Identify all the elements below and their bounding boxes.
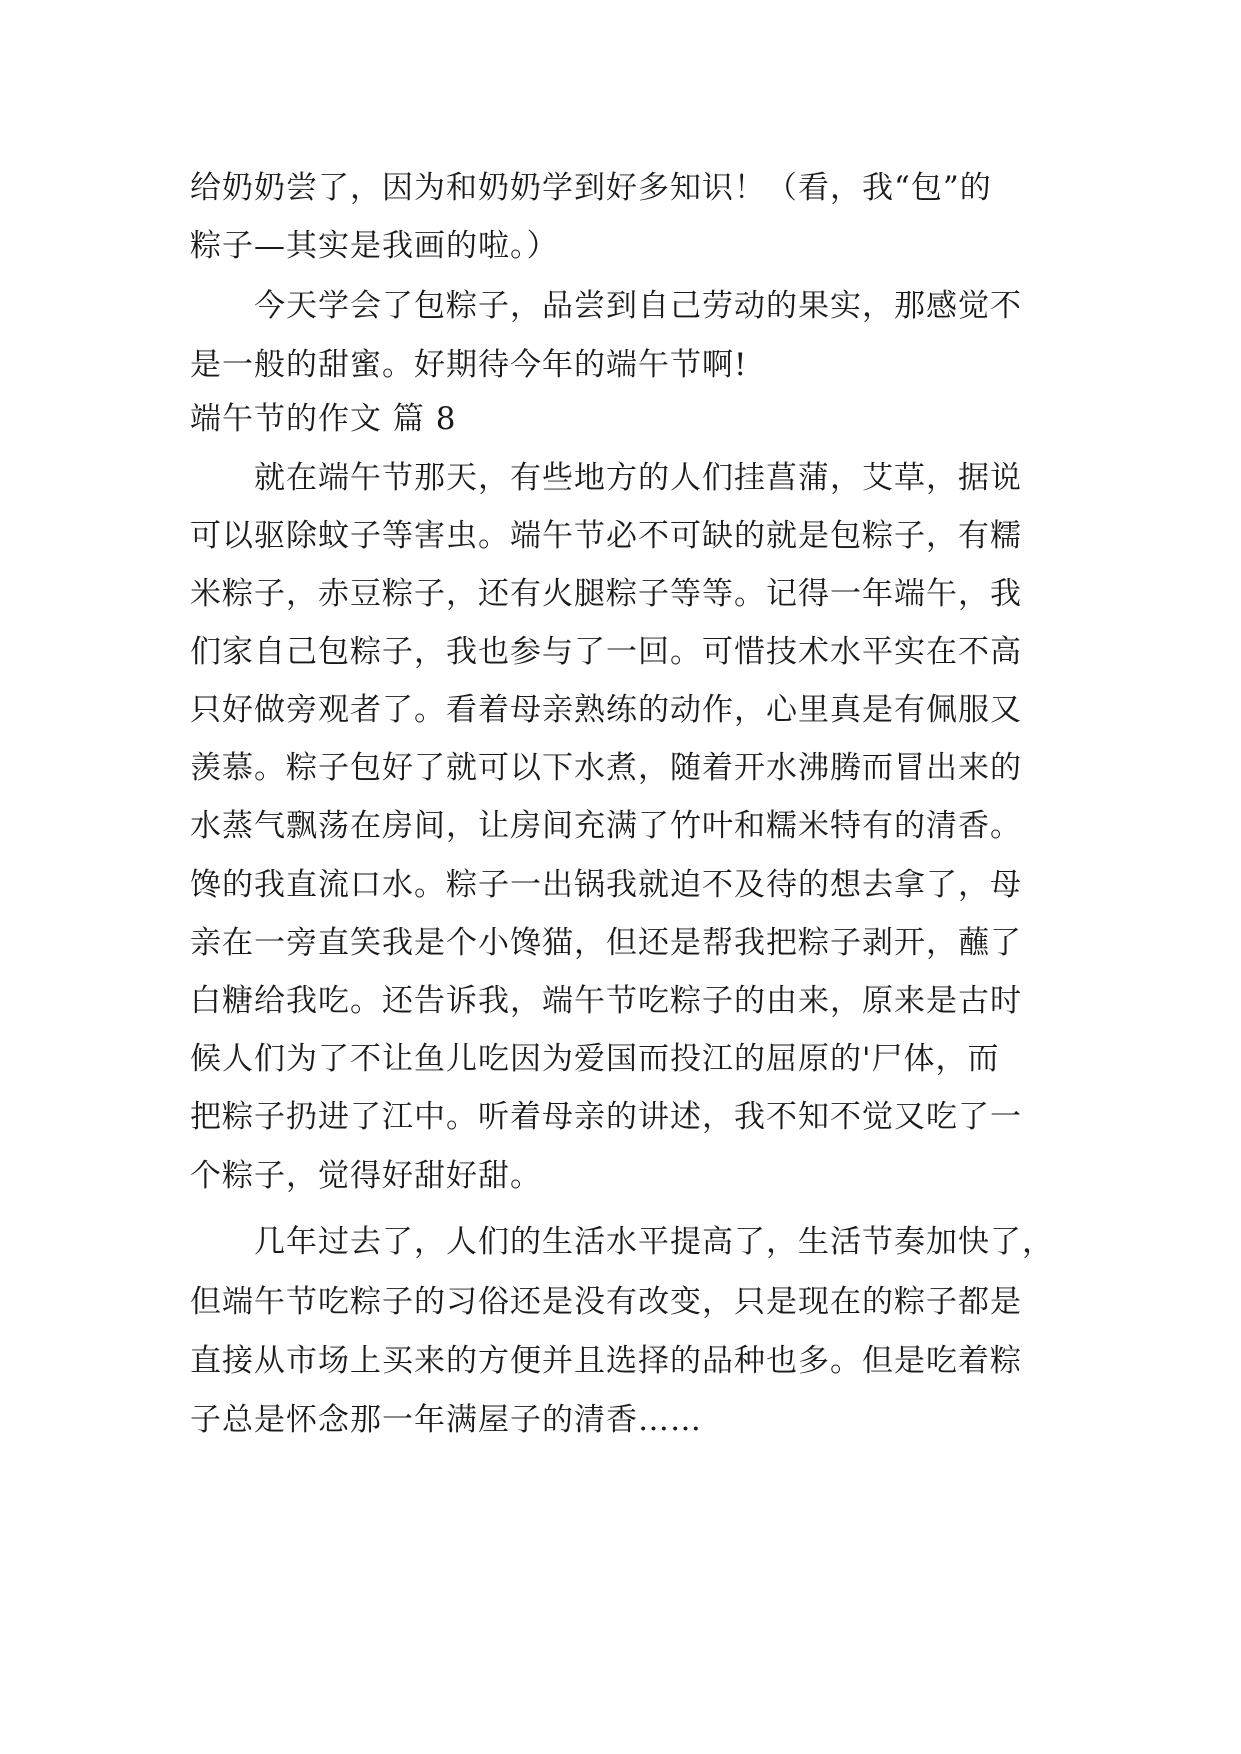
text-line: 候人们为了不让鱼儿吃因为爱国而投江的屈原的'尸体，而: [190, 1041, 1000, 1077]
text-line: 亲在一旁直笑我是个小馋猫，但还是帮我把粽子剥开，蘸了: [190, 925, 1022, 961]
text-line: 可以驱除蚊子等害虫。端午节必不可缺的就是包粽子，有糯: [190, 518, 1022, 554]
text-line: 只好做旁观者了。看着母亲熟练的动作，心里真是有佩服又: [190, 692, 1022, 728]
text-line: 米粽子，赤豆粽子，还有火腿粽子等等。记得一年端午，我: [190, 576, 1022, 612]
text-line: 馋的我直流口水。粽子一出锅我就迫不及待的想去拿了，母: [190, 867, 1022, 903]
text-line: 几年过去了，人们的生活水平提高了，生活节奏加快了，: [190, 1224, 1054, 1260]
text-line: 今天学会了包粽子，品尝到自己劳动的果实，那感觉不: [190, 288, 1022, 324]
text-line: 给奶奶尝了，因为和奶奶学到好多知识！（看，我“包”的: [190, 170, 992, 206]
text-line: 把粽子扔进了江中。听着母亲的讲述，我不知不觉又吃了一: [190, 1099, 1022, 1135]
text-line: 水蒸气飘荡在房间，让房间充满了竹叶和糯米特有的清香。: [190, 808, 1022, 844]
text-line: 白糖给我吃。还告诉我，端午节吃粽子的由来，原来是古时: [190, 983, 1022, 1019]
text-line: 个粽子，觉得好甜好甜。: [190, 1158, 542, 1194]
section-heading: 端午节的作文 篇 8: [190, 401, 457, 437]
text-line: 直接从市场上买来的方便并且选择的品种也多。但是吃着粽: [190, 1343, 1022, 1379]
text-line: 们家自己包粽子，我也参与了一回。可惜技术水平实在不高: [190, 634, 1022, 670]
text-line: 就在端午节那天，有些地方的人们挂菖蒲，艾草，据说: [190, 460, 1022, 496]
text-line: 粽子—其实是我画的啦。）: [190, 228, 559, 264]
text-line: 羡慕。粽子包好了就可以下水煮，随着开水沸腾而冒出来的: [190, 750, 1022, 786]
text-line: 是一般的甜蜜。好期待今年的端午节啊!: [190, 347, 748, 383]
text-line: 子总是怀念那一年满屋子的清香……: [190, 1402, 702, 1438]
text-line: 但端午节吃粽子的习俗还是没有改变，只是现在的粽子都是: [190, 1284, 1022, 1320]
